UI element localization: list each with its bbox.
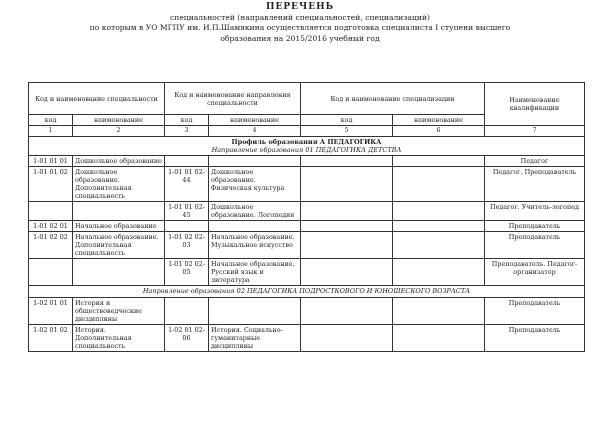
direction-name-cell (209, 298, 301, 325)
subheader-name: наименование (393, 115, 485, 126)
direction-name-cell (209, 156, 301, 167)
column-numbers-row (29, 126, 585, 137)
specialty-code-cell: 1-01 01 02 (29, 167, 73, 202)
specialty-code-cell: 1-02 01 02 (29, 325, 73, 352)
direction-code-cell: 1-01 02 02-05 (165, 259, 209, 286)
column-number: 5 (301, 126, 393, 137)
section-row (29, 137, 585, 156)
column-number: 1 (29, 126, 73, 137)
qualification-cell: Педагог (485, 156, 585, 167)
specialties-table (28, 82, 585, 352)
specialty-name-cell (73, 259, 165, 286)
column-number: 6 (393, 126, 485, 137)
specialty-name-cell: История. Дополнительная специальность (73, 325, 165, 352)
table-row (29, 156, 585, 167)
direction-name-cell: Дошкольное образование. Логопедия (209, 202, 301, 221)
document-title: ПЕРЕЧЕНЬ (266, 2, 334, 12)
specialization-name-cell (393, 232, 485, 259)
column-number: 3 (165, 126, 209, 137)
qualification-cell: Педагог. Преподаватель (485, 167, 585, 202)
specialization-name-cell (393, 202, 485, 221)
table-row (29, 167, 585, 202)
specialization-name-cell (393, 259, 485, 286)
specialty-code-cell: 1-02 01 01 (29, 298, 73, 325)
specialization-name-cell (393, 325, 485, 352)
specialty-code-cell (29, 202, 73, 221)
column-number: 2 (73, 126, 165, 137)
direction-name-cell: История. Социально-гуманитарные дисциплины (209, 325, 301, 352)
subheader-code: код (165, 115, 209, 126)
header-line-2: по которым в УО МГПУ им. И.П.Шамякина осуществляется подготовка специалиста I ступени высшего (89, 23, 511, 33)
direction-name-cell (209, 221, 301, 232)
table-row (29, 298, 585, 325)
specialization-name-cell (393, 298, 485, 325)
specialization-name-cell (393, 167, 485, 202)
specialty-code-cell: 1-01 02 01 (29, 221, 73, 232)
direction-name-cell: Дошкольное образование. Физическая культура (209, 167, 301, 202)
direction-name-cell: Начальное образование. Музыкальное искусство (209, 232, 301, 259)
specialization-code-cell (301, 221, 393, 232)
specialization-code-cell (301, 298, 393, 325)
header-line-1: специальностей (направлений специальностей, специализаций) (170, 12, 430, 22)
qualification-cell: Преподаватель. Педагог-организатор (485, 259, 585, 286)
subheader-name: наименование (209, 115, 301, 126)
section-1-rows (29, 156, 585, 286)
specialization-name-cell (393, 156, 485, 167)
table-row (29, 221, 585, 232)
column-number: 7 (485, 126, 585, 137)
section-heading (29, 137, 585, 156)
direction-heading: Направление образования 02 ПЕДАГОГИКА ПОДРОСТКОВОГО И ЮНОШЕСКОГО ВОЗРАСТА (29, 286, 585, 298)
direction-name-cell: Начальное образование. Русский язык и литература (209, 259, 301, 286)
specialty-name-cell: Начальное образование. Дополнительная специальность (73, 232, 165, 259)
qualification-cell: Преподаватель (485, 325, 585, 352)
profile-heading: Профиль образования А ПЕДАГОГИКА (231, 138, 382, 146)
table-row (29, 232, 585, 259)
header-specialty: Код и наименование специальности (29, 83, 165, 115)
specialty-code-cell: 1-01 02 02 (29, 232, 73, 259)
specialty-code-cell (29, 259, 73, 286)
header-line-3: образования на 2015/2016 учебный год (220, 33, 380, 43)
specialization-code-cell (301, 259, 393, 286)
direction-code-cell (165, 298, 209, 325)
table-row (29, 202, 585, 221)
direction-code-cell (165, 156, 209, 167)
subheader-code: код (29, 115, 73, 126)
direction-code-cell: 1-01 01 02-44 (165, 167, 209, 202)
table-row (29, 259, 585, 286)
header-specialization: Код и наименование специализации (301, 83, 485, 115)
header-direction: Код и наименование направления специальности (165, 83, 301, 115)
direction-code-cell: 1-01 02 02-03 (165, 232, 209, 259)
specialization-code-cell (301, 167, 393, 202)
specialization-code-cell (301, 232, 393, 259)
specialization-code-cell (301, 202, 393, 221)
direction-code-cell: 1-02 01 02-06 (165, 325, 209, 352)
qualification-cell: Педагог. Учитель-логопед (485, 202, 585, 221)
subheader-code: код (301, 115, 393, 126)
column-number: 4 (209, 126, 301, 137)
table-row (29, 325, 585, 352)
specialty-name-cell (73, 202, 165, 221)
specialty-name-cell: Дошкольное образование. Дополнительная специальность (73, 167, 165, 202)
section-row (29, 286, 585, 298)
direction-code-cell: 1-01 01 02-45 (165, 202, 209, 221)
specialty-code-cell: 1-01 01 01 (29, 156, 73, 167)
qualification-cell: Преподаватель (485, 298, 585, 325)
direction-code-cell (165, 221, 209, 232)
specialty-name-cell: Дошкольное образование (73, 156, 165, 167)
specialty-name-cell: Начальное образование (73, 221, 165, 232)
specialization-code-cell (301, 156, 393, 167)
specialty-name-cell: История и обществоведческие дисциплины (73, 298, 165, 325)
specialization-code-cell (301, 325, 393, 352)
subheader-name: наименование (73, 115, 165, 126)
section-2-rows (29, 298, 585, 352)
header-qualification: Наименование квалификации (485, 83, 585, 126)
qualification-cell: Преподаватель (485, 221, 585, 232)
specialization-name-cell (393, 221, 485, 232)
qualification-cell: Преподаватель (485, 232, 585, 259)
direction-heading: Направление образования 01 ПЕДАГОГИКА ДЕТСТВА (211, 146, 402, 154)
document-header (20, 2, 580, 44)
